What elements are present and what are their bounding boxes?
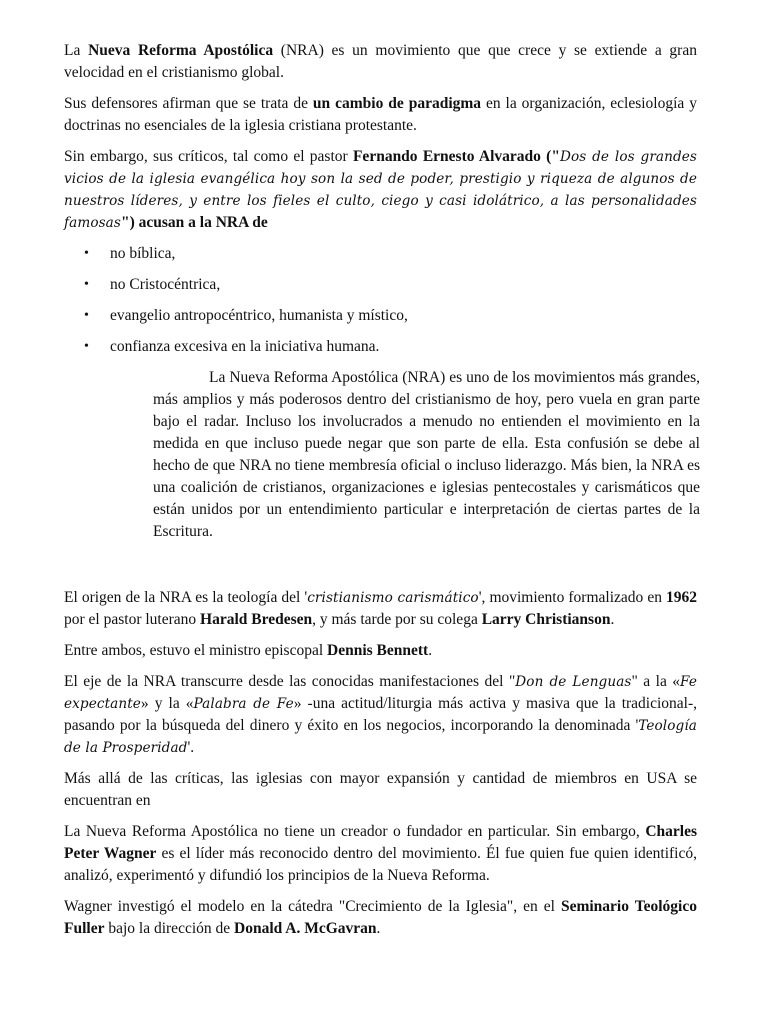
paragraph-criticos	[64, 146, 697, 234]
text: " a la «	[631, 673, 681, 690]
text: en la organización, eclesiología y doctrinas no esenciales de la iglesia cristiana protestante.	[64, 95, 697, 134]
term-nra: Nueva Reforma Apostólica	[88, 42, 274, 59]
term-cristianismo-carismatico: cristianismo carismático	[307, 590, 479, 606]
term-teologia-prosperidad: Teología de la Prosperidad	[64, 718, 697, 756]
spacer	[64, 552, 697, 587]
term-fe-expectante: Fe expectante	[64, 674, 697, 712]
text: '.	[187, 739, 195, 756]
name-bennett: Dennis Bennett	[327, 642, 429, 659]
year-1962: 1962	[666, 589, 697, 606]
text: ") acusan a la NRA de	[120, 214, 268, 231]
list-item: • evangelio antropocéntrico, humanista y místico,	[84, 305, 697, 327]
text: » -una actitud/liturgia más activa y masiva que la tradicional-, pasando por la búsqueda del dinero y éxito en los negocios, incorporando la denominada '	[64, 695, 698, 734]
name-alvarado: Fernando Ernesto Alvarado	[352, 148, 541, 165]
paragraph-bennett	[64, 640, 697, 662]
criticism-list	[64, 243, 697, 358]
paragraph-indented-block: La Nueva Reforma Apostólica (NRA) es uno de los movimientos más grandes, más amplios y más poderosos dentro del cristianismo de hoy, pero vuela en gran parte bajo el radar. Incluso los involucrados a menudo no entienden el movimiento en la medida en que incluso puede negar que son parte de ella. Esta confusión se debe al hecho de que NRA no tiene membresía oficial o incluso liderazgo. Más bien, la NRA es una coalición de cristianos, organizaciones e iglesias pentecostales y carismáticos que están unidos por un entendimiento particular e interpretación de ciertas partes de la Escritura.	[153, 369, 700, 540]
text: (NRA) es un movimiento que que crece y se extiende a gran velocidad en el cristianismo global.	[64, 42, 697, 81]
text: ', movimiento formalizado en	[478, 589, 666, 606]
list-item: • confianza excesiva en la iniciativa humana.	[84, 336, 697, 358]
text: , y más tarde por su colega	[312, 611, 482, 628]
text: Entre ambos, estuvo el ministro episcopal	[64, 642, 328, 659]
quote-alvarado: Dos de los grandes vicios de la iglesia evangélica hoy son la sed de poder, prestigio y riqueza de algunos de nuestros líderes, y entre los fieles el culto, ciego y casi idolátrico, a las personalidades famosas	[64, 149, 697, 231]
text: El eje de la NRA transcurre desde las conocidas manifestaciones del "	[64, 673, 516, 690]
text: Wagner investigó el modelo en la cátedra "Crecimiento de la Iglesia", en el	[64, 898, 561, 915]
term-palabra-de-fe: Palabra de Fe	[193, 696, 294, 712]
list-item: • no bíblica,	[84, 243, 697, 265]
text: bajo la dirección de	[104, 920, 235, 937]
text: Sus defensores afirman que se trata de	[64, 95, 313, 112]
text: La Nueva Reforma Apostólica no tiene un creador o fundador en particular. Sin embargo,	[64, 823, 646, 840]
text: » y la «	[140, 695, 194, 712]
text: .	[610, 611, 615, 628]
term-don-de-lenguas: Don de Lenguas	[515, 674, 632, 690]
paragraph-defensores	[64, 93, 697, 137]
paragraph-fundador	[64, 821, 697, 887]
text: es el líder más reconocido dentro del movimiento. Él fue quien fue quien identificó, analizó, experimentó y difundió los principios de la Nueva Reforma.	[64, 845, 697, 884]
text: ("	[540, 148, 560, 165]
text: .	[376, 920, 381, 937]
text: El origen de la NRA es la teología del '	[64, 589, 308, 606]
name-mcgavran: Donald A. McGavran	[234, 920, 377, 937]
paragraph-origen	[64, 587, 697, 631]
list-item: • no Cristocéntrica,	[84, 274, 697, 296]
paragraph-iglesias-usa: Más allá de las críticas, las iglesias con mayor expansión y cantidad de miembros en USA se encuentran en	[64, 770, 697, 809]
text: Sin embargo, sus críticos, tal como el pastor	[64, 148, 353, 165]
name-seminario-fuller: Seminario Teológico Fuller	[64, 898, 697, 937]
paragraph-wagner	[64, 896, 697, 940]
paragraph-intro	[64, 40, 697, 84]
name-wagner: Charles Peter Wagner	[64, 823, 697, 862]
name-christianson: Larry Christianson	[481, 611, 611, 628]
name-bredesen: Harald Bredesen	[200, 611, 313, 628]
text: .	[428, 642, 433, 659]
text: La	[64, 42, 89, 59]
text: por el pastor luterano	[64, 611, 201, 628]
paragraph-eje	[64, 671, 697, 759]
emphasis-paradigma: un cambio de paradigma	[312, 95, 482, 112]
